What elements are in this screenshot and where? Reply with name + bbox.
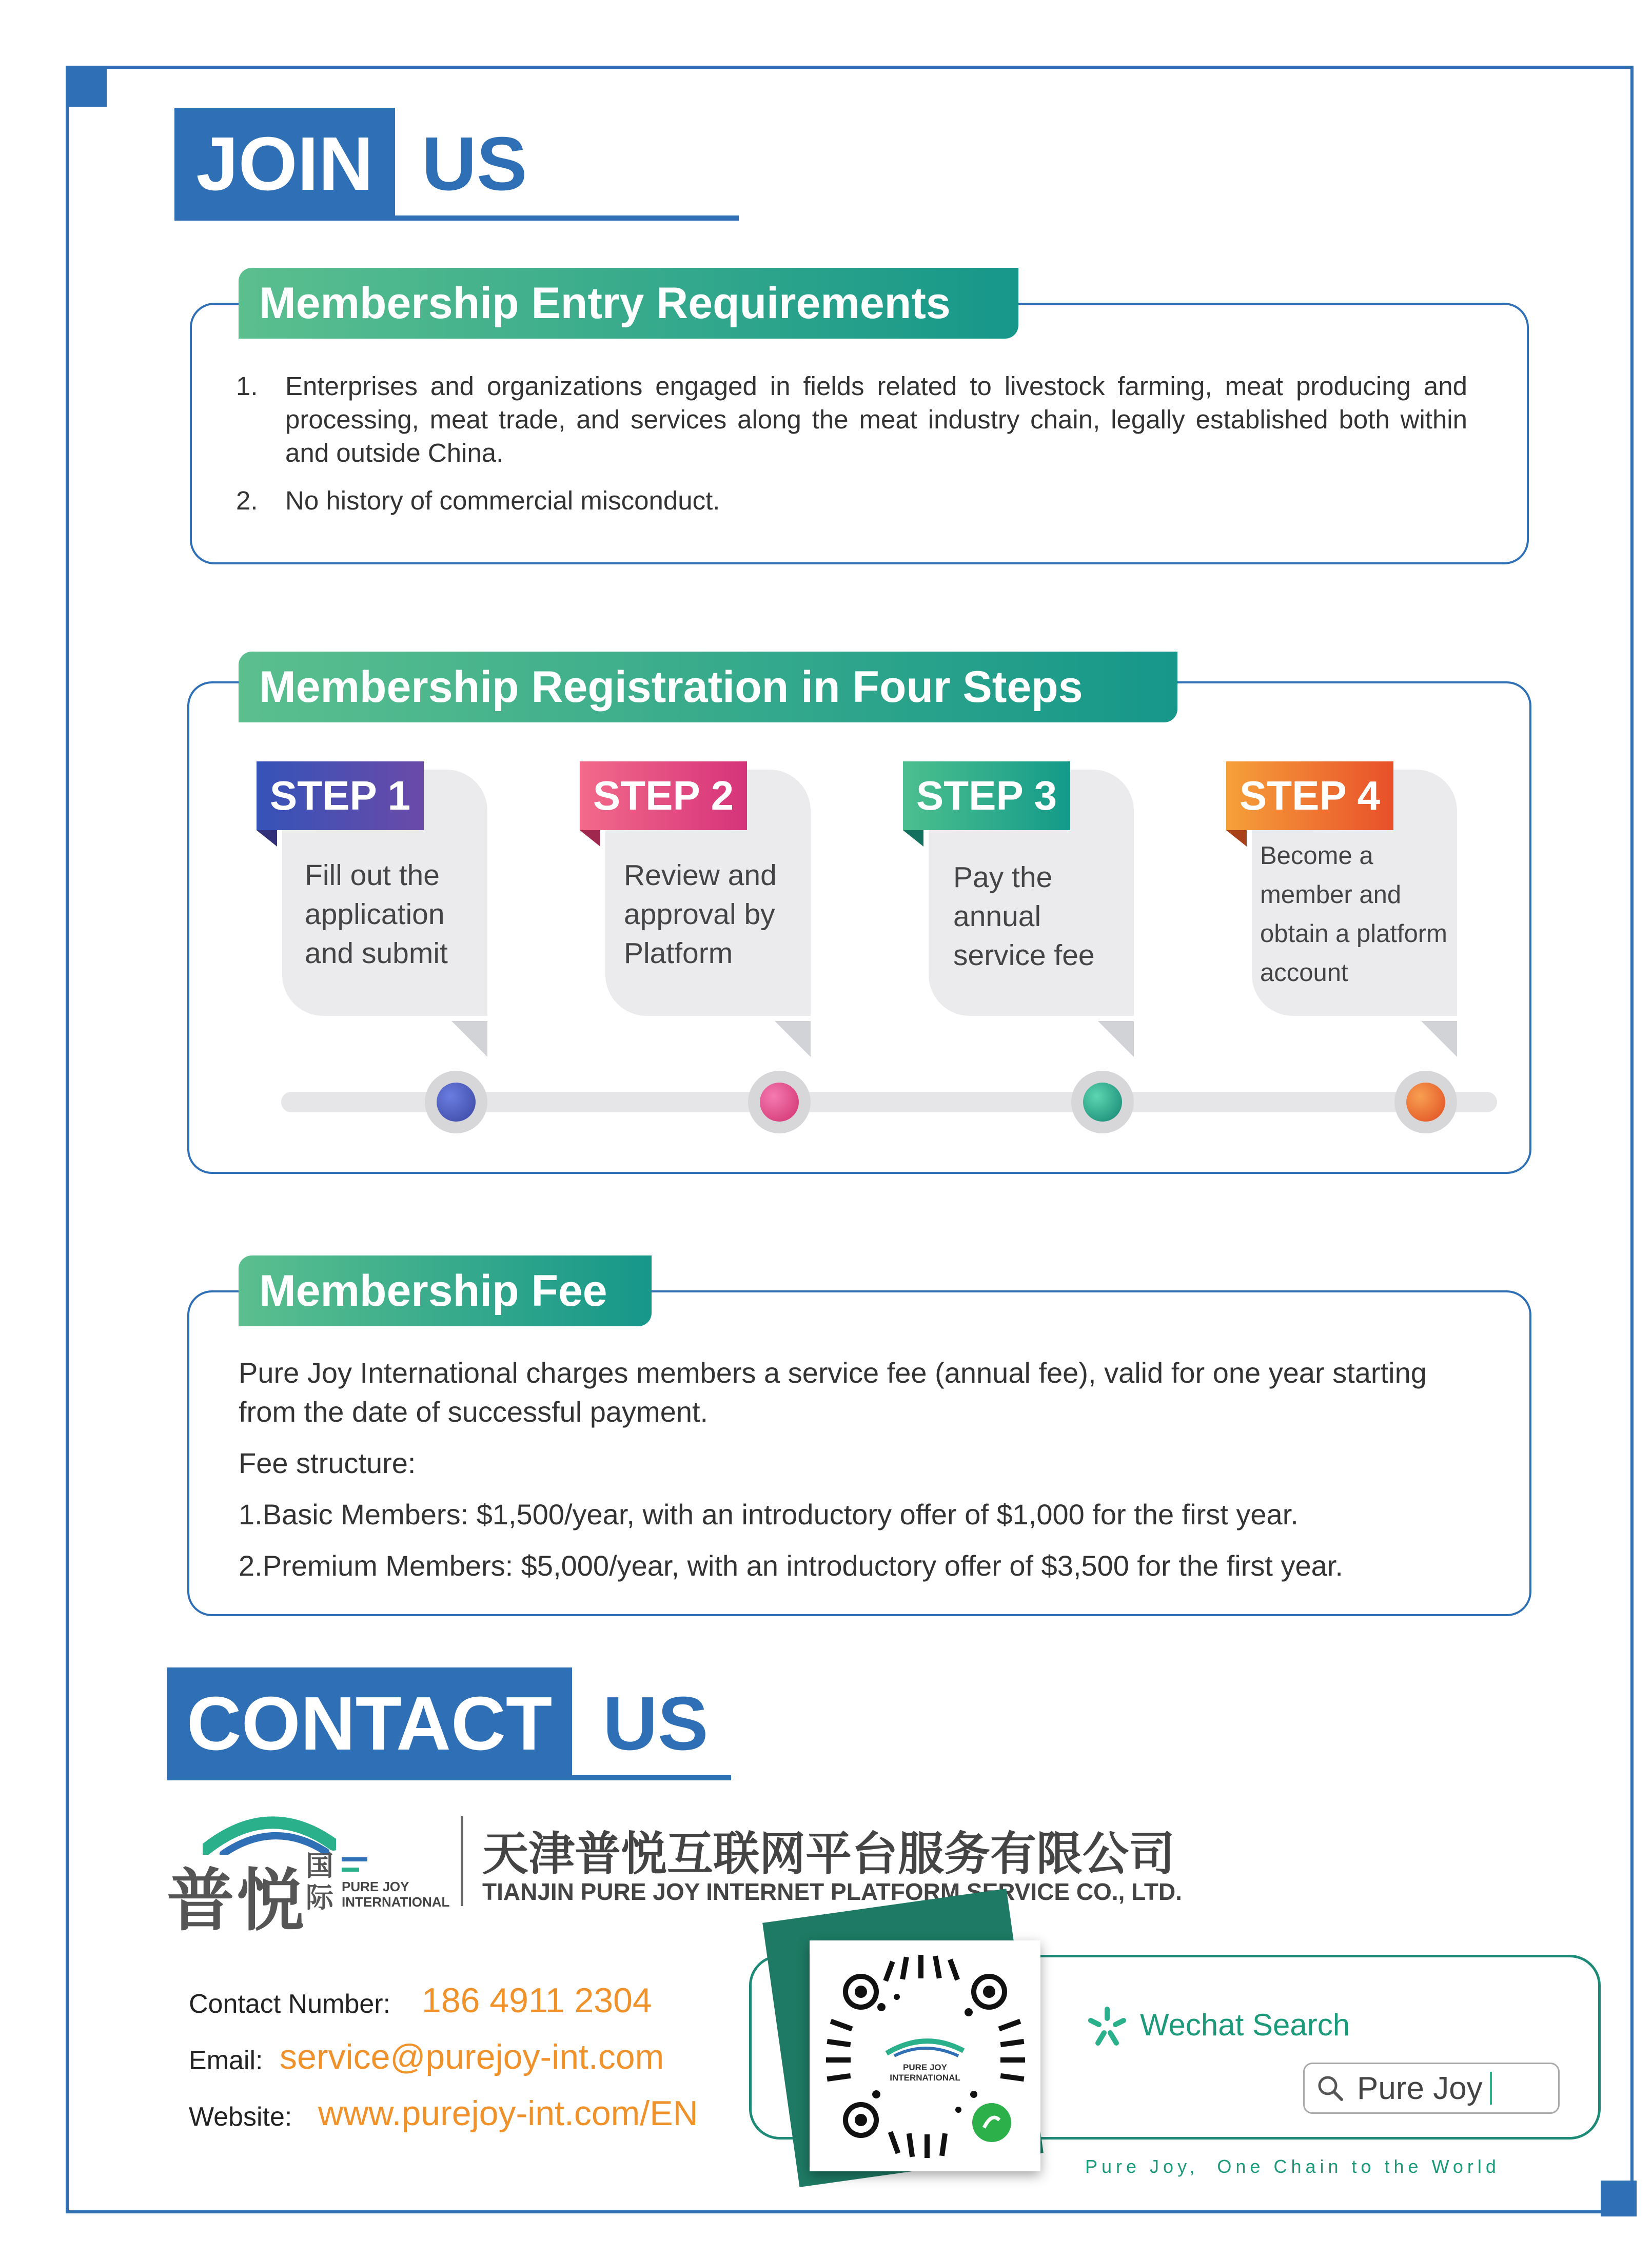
join-heading-word: JOIN — [196, 122, 373, 206]
corner-square — [1601, 2181, 1637, 2216]
text-cursor — [1490, 2072, 1492, 2105]
step-1-dot — [437, 1083, 476, 1122]
logo-divider — [461, 1816, 463, 1906]
company-name-en: TIANJIN PURE JOY INTERNET PLATFORM SERVICE CO., LTD. — [482, 1878, 1182, 1905]
list-item — [236, 484, 1467, 517]
step-4-text: Become a member and obtain a platform account — [1260, 842, 1447, 987]
step-3-dot — [1083, 1083, 1122, 1122]
fee-intro: Pure Joy International charges members a service fee (annual fee), valid for one year starting from the date of successful payment. — [239, 1357, 1427, 1428]
list-number: 1. — [236, 371, 258, 401]
step-4-marker — [1394, 1071, 1457, 1133]
logo-bar — [342, 1857, 367, 1861]
fee-item-premium: 2.Premium Members: $5,000/year, with an introductory offer of $3,500 for the first year. — [239, 1549, 1343, 1582]
website-link[interactable]: www.purejoy-int.com/EN — [318, 2094, 698, 2133]
logo-bar — [342, 1868, 359, 1872]
step-4-dot — [1406, 1083, 1445, 1122]
step-2-dot — [760, 1083, 799, 1122]
logo-en: PURE JOY INTERNATIONAL — [342, 1879, 450, 1910]
website-label: Website: — [189, 2102, 292, 2132]
bubble-pointer — [451, 1021, 487, 1057]
fee-structure-label: Fee structure: — [239, 1447, 416, 1479]
fee-content — [239, 1353, 1480, 1585]
step-2-text: Review and approval by Platform — [624, 859, 777, 970]
step-3-marker — [1071, 1071, 1134, 1133]
logo-cn-main: 普悦 — [167, 1861, 306, 1940]
join-heading-block — [174, 108, 395, 221]
logo-cn-side: 国际 — [306, 1850, 333, 1914]
email-label: Email: — [189, 2046, 263, 2075]
step-2-label: STEP 2 — [580, 761, 747, 830]
join-heading-underline — [395, 215, 739, 221]
label-fold — [903, 830, 923, 847]
join-heading-word-2: US — [422, 122, 527, 206]
contact-heading-word: CONTACT — [186, 1681, 553, 1766]
label-fold — [1226, 830, 1247, 847]
step-3-label: STEP 3 — [903, 761, 1070, 830]
list-item — [236, 369, 1467, 469]
bubble-pointer — [1421, 1021, 1457, 1057]
search-icon — [1315, 2073, 1346, 2104]
wechat-search-label: Wechat Search — [1140, 2008, 1350, 2042]
email-link[interactable]: service@purejoy-int.com — [280, 2037, 664, 2076]
registration-title: Membership Registration in Four Steps — [239, 652, 1177, 722]
step-2-marker — [748, 1071, 811, 1133]
label-fold — [580, 830, 600, 847]
step-1-label: STEP 1 — [257, 761, 424, 830]
contact-heading-word-2: US — [603, 1681, 709, 1766]
phone-number[interactable]: 186 4911 2304 — [422, 1981, 652, 2020]
step-4-label: STEP 4 — [1226, 761, 1393, 830]
search-input[interactable] — [1303, 2063, 1560, 2114]
step-1-text: Fill out the application and submit — [305, 859, 448, 970]
label-fold — [257, 830, 277, 847]
list-number: 2. — [236, 486, 258, 515]
contact-heading-block — [167, 1667, 572, 1780]
fee-item-basic: 1.Basic Members: $1,500/year, with an introductory offer of $1,000 for the first year. — [239, 1498, 1299, 1530]
bubble-pointer — [1098, 1021, 1134, 1057]
step-3-text: Pay the annual service fee — [953, 861, 1095, 972]
list-text: Enterprises and organizations engaged in fields related to livestock farming, meat producing and processing, meat trade, and services along the meat industry chain, legally established both within and outside China. — [285, 371, 1467, 467]
slogan: Pure Joy, One Chain to the World — [1085, 2156, 1500, 2177]
fee-title: Membership Fee — [239, 1255, 652, 1326]
qr-code[interactable] — [810, 1940, 1040, 2171]
step-1-marker — [425, 1071, 487, 1133]
company-name-cn: 天津普悦互联网平台服务有限公司 — [482, 1827, 1175, 1881]
search-value: Pure Joy — [1357, 2070, 1483, 2106]
requirements-title: Membership Entry Requirements — [239, 268, 1018, 339]
bubble-pointer — [775, 1021, 811, 1057]
wechat-search-icon — [1087, 2006, 1128, 2047]
corner-square — [66, 66, 107, 107]
qr-logo-text: PURE JOY INTERNATIONAL — [890, 2063, 960, 2083]
phone-label: Contact Number: — [189, 1989, 391, 2019]
list-text: No history of commercial misconduct. — [285, 486, 720, 515]
requirements-list — [236, 369, 1467, 532]
qr-pattern-icon — [810, 1940, 1040, 2171]
contact-heading-underline — [572, 1775, 731, 1780]
